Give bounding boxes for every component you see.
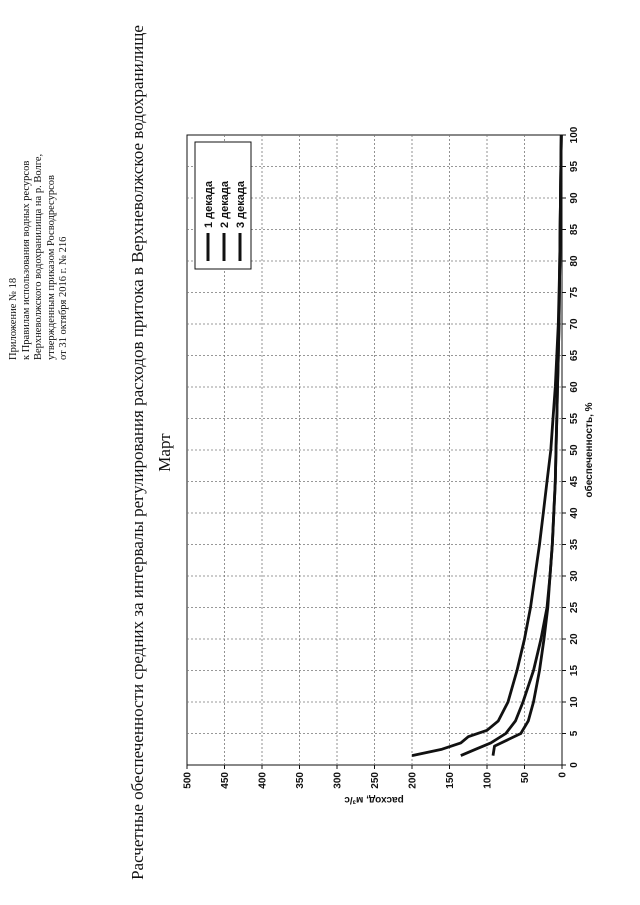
legend-label: 2 декада xyxy=(219,181,231,228)
header-line: Приложение № 18 xyxy=(8,277,19,360)
x-axis-label: обеспеченность, % xyxy=(584,402,595,498)
y-axis-label: расход, м³/с xyxy=(344,794,404,805)
y-tick-label: 100 xyxy=(482,772,494,789)
header-line: к Правилам использования водных ресурсов xyxy=(20,160,32,360)
legend-label: 3 декада xyxy=(235,181,247,228)
x-tick-label: 50 xyxy=(569,444,580,456)
y-tick-label: 250 xyxy=(370,772,381,789)
x-tick-label: 5 xyxy=(569,730,580,737)
y-tick-label: 0 xyxy=(557,772,569,778)
x-tick-label: 80 xyxy=(569,255,580,267)
header-line: от 31 октября 2016 г. № 216 xyxy=(58,236,69,360)
y-tick-label: 150 xyxy=(445,772,456,789)
page-title: Расчетные обеспеченности средних за интервалы регулирования расходов притока в Верхневолжское водохранилище xyxy=(128,25,147,880)
y-tick-label: 400 xyxy=(257,772,269,789)
x-tick-label: 45 xyxy=(569,475,580,488)
x-tick-label: 30 xyxy=(569,570,580,582)
x-tick-label: 100 xyxy=(569,126,580,144)
x-tick-label: 15 xyxy=(569,664,580,677)
y-tick-label: 450 xyxy=(220,772,231,789)
x-tick-label: 10 xyxy=(569,696,580,708)
y-tick-label: 500 xyxy=(182,772,194,789)
x-tick-label: 85 xyxy=(569,223,580,236)
x-tick-label: 55 xyxy=(569,412,580,425)
y-tick-label: 350 xyxy=(295,772,306,789)
header-line: Верхневолжского водохранилища на р. Волге, xyxy=(33,153,44,360)
header-line: утвержденным приказом Росводресурсов xyxy=(45,175,57,360)
x-tick-label: 60 xyxy=(569,381,580,393)
y-tick-label: 200 xyxy=(407,772,419,789)
x-tick-label: 65 xyxy=(569,349,580,362)
y-tick-label: 50 xyxy=(520,772,531,784)
x-tick-label: 40 xyxy=(569,507,580,519)
legend-label: 1 декада xyxy=(203,181,215,228)
x-tick-label: 70 xyxy=(569,318,580,330)
x-tick-label: 95 xyxy=(569,160,580,173)
x-tick-label: 25 xyxy=(569,601,580,614)
x-tick-label: 75 xyxy=(569,286,580,299)
legend xyxy=(195,142,251,269)
x-tick-label: 90 xyxy=(569,192,580,204)
x-tick-label: 35 xyxy=(569,538,580,551)
y-tick-label: 300 xyxy=(332,772,344,789)
x-tick-label: 0 xyxy=(569,762,580,768)
chart-title: Март xyxy=(155,433,174,472)
x-tick-label: 20 xyxy=(569,633,580,645)
